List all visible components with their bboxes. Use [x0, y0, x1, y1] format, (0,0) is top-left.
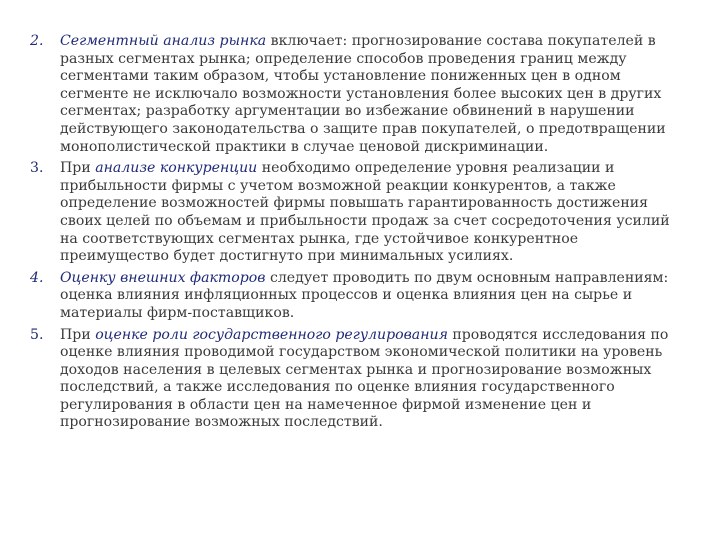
list-item-lead: При — [60, 326, 96, 343]
list-item-3 — [30, 160, 690, 266]
list-number: 2. — [30, 33, 44, 49]
list-item-4 — [30, 270, 690, 323]
list-item-2 — [30, 33, 690, 156]
list-item-text: необходимо определение уровня реализации и прибыльности фирмы с учетом возможной реакции конкурентов, а также определение возможностей фирмы повышать гарантированность достижения своих целей по объемам и прибыльности продаж за счет сосредоточения усилий на соответствующих сегментах рынка, где устойчивое конкурентное преимущество будет достигнуто при минимальных усилиях. — [60, 160, 670, 265]
list-item-5 — [30, 327, 690, 433]
list-item-text: проводятся исследования по оценке влияния проводимой государством экономической политики на уровень доходов населения в целевых сегментах рынка и прогнозирование возможных последствий, а также исследования по оценке влияния государственного регулирования в области цен на намеченное фирмой изменение цен и прогнозирование возможных последствий. — [60, 326, 669, 431]
list-item-highlight: оценке роли государственного регулирования — [95, 326, 448, 343]
list-number: 5. — [30, 326, 44, 343]
list-item-lead: При — [60, 160, 96, 177]
list-number: 4. — [30, 269, 44, 286]
list-number: 3. — [30, 160, 44, 177]
list-item-text: следует проводить по двум основным направлениям: оценка влияния инфляционных процессов и оценка влияния цен на сырье и материалы фирм-поставщиков. — [60, 269, 669, 321]
numbered-list — [30, 33, 690, 436]
list-item-text: включает: прогнозирование состава покупателей в разных сегментах рынка; определение способов проведения границ между сегментами таким образом, чтобы установление пониженных цен в одном сегменте не исключало возможности установления более высоких цен в других сегментах; разработку аргументации во избежание обвинений в нарушении действующего законодательства о защите прав покупателей, о предотвращении монополистической практики в случае ценовой дискриминации. — [60, 33, 666, 155]
list-item-highlight: Сегментный анализ рынка — [60, 33, 267, 49]
list-item-highlight: анализе конкуренции — [95, 160, 258, 177]
list-item-highlight: Оценку внешних факторов — [60, 269, 266, 286]
